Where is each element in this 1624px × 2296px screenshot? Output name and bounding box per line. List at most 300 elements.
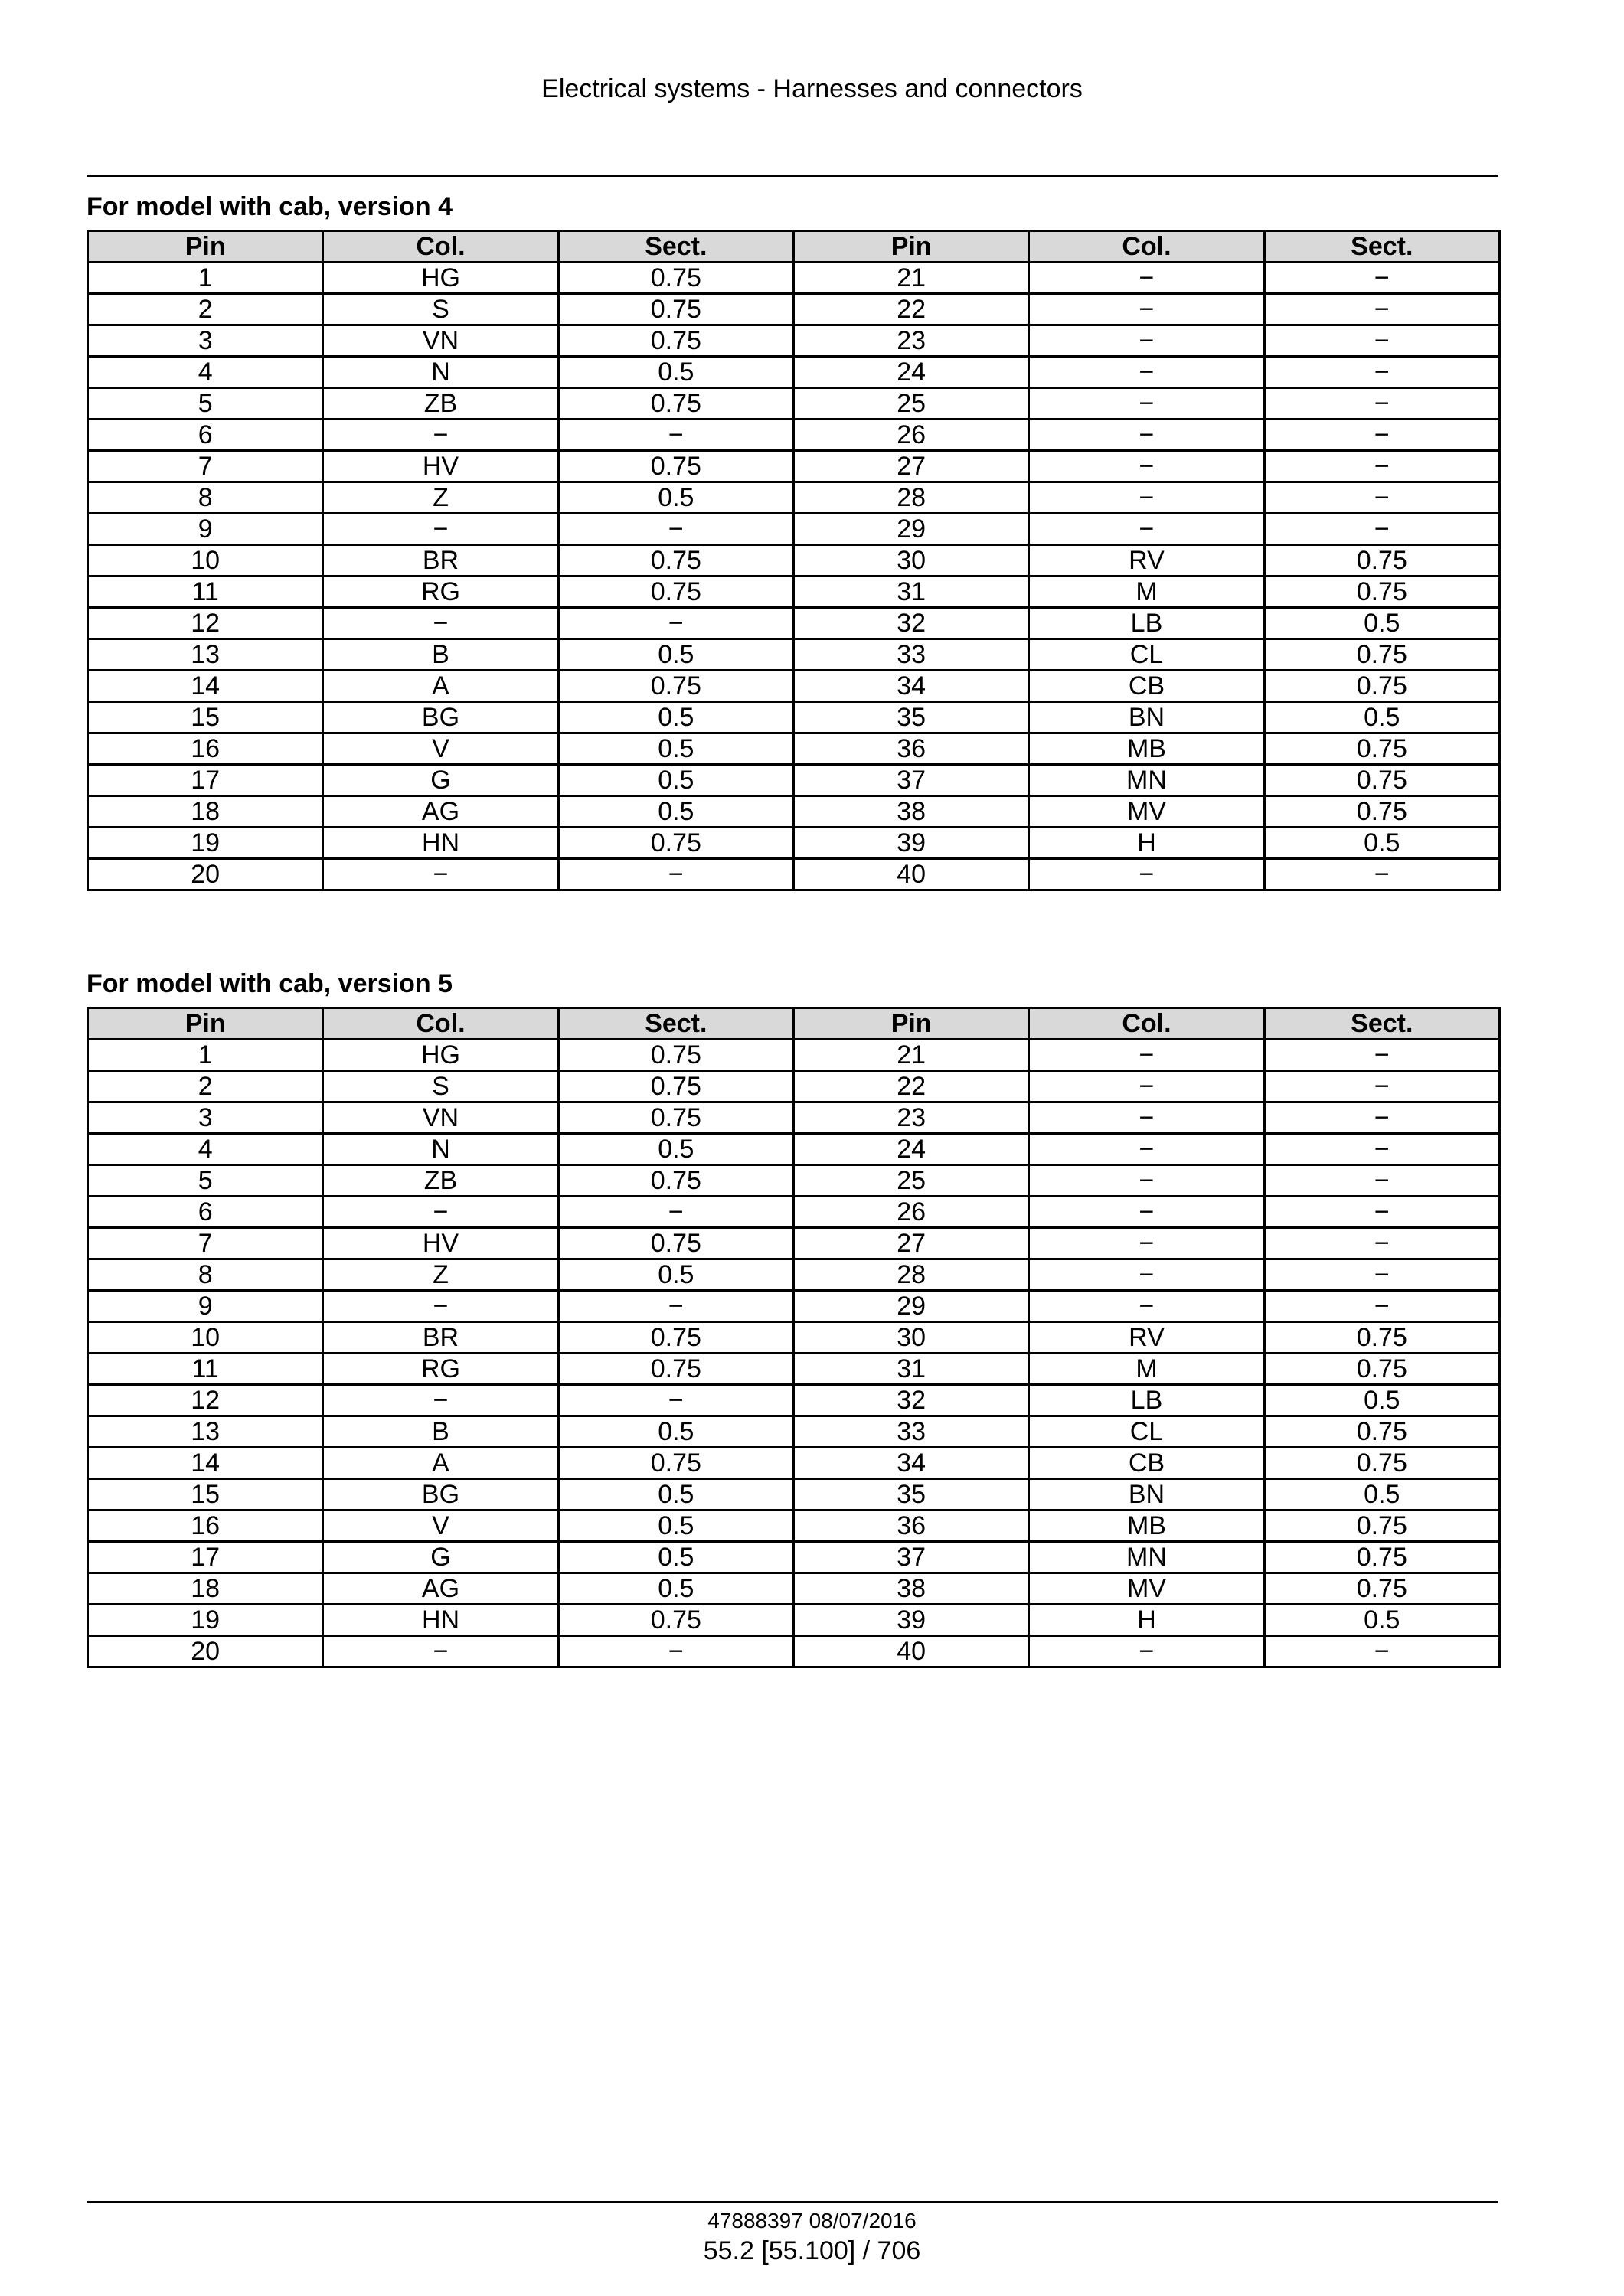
pin-cell: 27 [793, 1228, 1028, 1259]
pin-cell: 23 [793, 1102, 1028, 1134]
table-row [88, 796, 1500, 828]
color-cell: AG [323, 796, 558, 828]
table-row [88, 1542, 1500, 1573]
column-header-sect: Sect. [1264, 231, 1499, 263]
color-cell: N [323, 1134, 558, 1165]
color-cell: CB [1029, 671, 1264, 702]
section-title: For model with cab, version 4 [87, 192, 453, 221]
section-cell: − [1264, 420, 1499, 451]
color-cell: CL [1029, 1416, 1264, 1448]
color-cell: M [1029, 1354, 1264, 1385]
pin-cell: 37 [793, 765, 1028, 796]
color-cell: N [323, 357, 558, 388]
section-cell: 0.75 [558, 1102, 793, 1134]
section-cell: 0.75 [1264, 765, 1499, 796]
section-cell: − [1264, 1165, 1499, 1197]
pin-cell: 10 [88, 545, 323, 576]
table-row [88, 482, 1500, 514]
section-cell: 0.75 [558, 1448, 793, 1479]
section-cell: 0.5 [558, 1573, 793, 1605]
column-header-sect: Sect. [1264, 1008, 1499, 1040]
pin-table [87, 230, 1501, 891]
color-cell: − [1029, 357, 1264, 388]
section-cell: 0.75 [558, 1071, 793, 1102]
color-cell: − [323, 1385, 558, 1416]
section-cell: 0.5 [1264, 1479, 1499, 1511]
pin-cell: 25 [793, 1165, 1028, 1197]
section-cell: 0.75 [558, 1605, 793, 1636]
pin-cell: 39 [793, 828, 1028, 859]
table-row [88, 1102, 1500, 1134]
column-header-sect: Sect. [558, 1008, 793, 1040]
section-cell: 0.75 [558, 325, 793, 357]
table-row [88, 357, 1500, 388]
table-row [88, 1134, 1500, 1165]
section-cell: − [558, 420, 793, 451]
pin-cell: 34 [793, 1448, 1028, 1479]
header-divider [87, 175, 1498, 177]
color-cell: HG [323, 263, 558, 294]
section-cell: − [1264, 388, 1499, 420]
section-cell: 0.5 [558, 1259, 793, 1291]
column-header-pin: Pin [793, 231, 1028, 263]
section-cell: 0.75 [558, 1228, 793, 1259]
section-cell: − [1264, 1071, 1499, 1102]
color-cell: − [1029, 1291, 1264, 1322]
color-cell: MV [1029, 796, 1264, 828]
color-cell: S [323, 1071, 558, 1102]
section-cell: 0.5 [558, 639, 793, 671]
section-cell: 0.75 [1264, 671, 1499, 702]
pin-cell: 39 [793, 1605, 1028, 1636]
color-cell: VN [323, 325, 558, 357]
pin-cell: 32 [793, 608, 1028, 639]
section-cell: − [558, 1291, 793, 1322]
pin-cell: 10 [88, 1322, 323, 1354]
color-cell: − [1029, 514, 1264, 545]
table-row [88, 545, 1500, 576]
color-cell: − [323, 420, 558, 451]
color-cell: BR [323, 545, 558, 576]
column-header-sect: Sect. [558, 231, 793, 263]
pin-cell: 11 [88, 1354, 323, 1385]
section-cell: 0.75 [1264, 1511, 1499, 1542]
section-cell: 0.75 [1264, 1416, 1499, 1448]
column-header-pin: Pin [88, 231, 323, 263]
pin-cell: 35 [793, 702, 1028, 733]
color-cell: B [323, 1416, 558, 1448]
color-cell: − [1029, 1040, 1264, 1071]
pin-cell: 40 [793, 859, 1028, 890]
pin-cell: 32 [793, 1385, 1028, 1416]
pin-cell: 5 [88, 1165, 323, 1197]
pin-cell: 8 [88, 1259, 323, 1291]
table-row [88, 1040, 1500, 1071]
pin-cell: 15 [88, 702, 323, 733]
pin-cell: 16 [88, 1511, 323, 1542]
color-cell: − [1029, 1071, 1264, 1102]
table-row [88, 765, 1500, 796]
pin-cell: 17 [88, 765, 323, 796]
section-cell: 0.75 [1264, 1322, 1499, 1354]
section-cell: 0.5 [558, 1416, 793, 1448]
color-cell: − [1029, 420, 1264, 451]
table-row [88, 608, 1500, 639]
color-cell: HV [323, 451, 558, 482]
pin-cell: 28 [793, 482, 1028, 514]
section-cell: − [1264, 1134, 1499, 1165]
section-cell: 0.5 [558, 1134, 793, 1165]
section-cell: − [558, 859, 793, 890]
table-row [88, 671, 1500, 702]
color-cell: ZB [323, 1165, 558, 1197]
pin-cell: 1 [88, 1040, 323, 1071]
table-row [88, 1259, 1500, 1291]
table-row [88, 294, 1500, 325]
section-cell: 0.5 [558, 765, 793, 796]
color-cell: H [1029, 1605, 1264, 1636]
table-row [88, 451, 1500, 482]
pin-cell: 18 [88, 1573, 323, 1605]
pin-cell: 38 [793, 796, 1028, 828]
table-row [88, 1605, 1500, 1636]
pin-cell: 34 [793, 671, 1028, 702]
pin-cell: 31 [793, 1354, 1028, 1385]
color-cell: Z [323, 1259, 558, 1291]
pin-cell: 6 [88, 420, 323, 451]
pin-cell: 5 [88, 388, 323, 420]
pin-cell: 24 [793, 357, 1028, 388]
color-cell: LB [1029, 608, 1264, 639]
pin-cell: 33 [793, 639, 1028, 671]
color-cell: V [323, 1511, 558, 1542]
pin-cell: 19 [88, 1605, 323, 1636]
color-cell: BG [323, 702, 558, 733]
column-header-col: Col. [323, 1008, 558, 1040]
pin-cell: 12 [88, 608, 323, 639]
section-cell: 0.75 [558, 1040, 793, 1071]
pin-cell: 26 [793, 1197, 1028, 1228]
color-cell: M [1029, 576, 1264, 608]
table-row [88, 263, 1500, 294]
pin-cell: 21 [793, 1040, 1028, 1071]
pin-cell: 18 [88, 796, 323, 828]
pin-cell: 22 [793, 294, 1028, 325]
section-cell: − [558, 1636, 793, 1667]
color-cell: − [1029, 1134, 1264, 1165]
table-row [88, 639, 1500, 671]
section-cell: 0.75 [1264, 545, 1499, 576]
color-cell: V [323, 733, 558, 765]
section-cell: 0.5 [1264, 608, 1499, 639]
column-header-pin: Pin [88, 1008, 323, 1040]
color-cell: ZB [323, 388, 558, 420]
pin-cell: 19 [88, 828, 323, 859]
pin-cell: 30 [793, 1322, 1028, 1354]
pin-cell: 20 [88, 1636, 323, 1667]
pin-cell: 29 [793, 514, 1028, 545]
color-cell: RV [1029, 545, 1264, 576]
column-header-pin: Pin [793, 1008, 1028, 1040]
color-cell: BR [323, 1322, 558, 1354]
pin-cell: 36 [793, 733, 1028, 765]
section-cell: 0.75 [558, 545, 793, 576]
section-cell: 0.75 [1264, 1542, 1499, 1573]
pin-cell: 14 [88, 671, 323, 702]
section-cell: 0.75 [558, 1165, 793, 1197]
color-cell: MV [1029, 1573, 1264, 1605]
section-cell: 0.5 [558, 702, 793, 733]
section-cell: − [1264, 1291, 1499, 1322]
section-cell: − [1264, 1102, 1499, 1134]
section-cell: 0.5 [558, 1542, 793, 1573]
pin-cell: 7 [88, 1228, 323, 1259]
section-cell: − [1264, 263, 1499, 294]
table-body [88, 263, 1500, 890]
table-row [88, 1479, 1500, 1511]
column-header-col: Col. [1029, 1008, 1264, 1040]
section-cell: 0.75 [1264, 1448, 1499, 1479]
section-cell: 0.5 [558, 733, 793, 765]
pin-cell: 12 [88, 1385, 323, 1416]
section-cell: − [558, 1385, 793, 1416]
table-row [88, 1354, 1500, 1385]
color-cell: HN [323, 1605, 558, 1636]
section-cell: 0.75 [1264, 639, 1499, 671]
pin-cell: 30 [793, 545, 1028, 576]
page-header-title: Electrical systems - Harnesses and connectors [541, 74, 1083, 103]
section-cell: 0.75 [558, 388, 793, 420]
table-row [88, 576, 1500, 608]
pin-cell: 29 [793, 1291, 1028, 1322]
table-row [88, 1416, 1500, 1448]
pin-cell: 16 [88, 733, 323, 765]
color-cell: S [323, 294, 558, 325]
color-cell: MN [1029, 765, 1264, 796]
table-row [88, 388, 1500, 420]
section-cell: 0.75 [1264, 1573, 1499, 1605]
pin-cell: 26 [793, 420, 1028, 451]
table-row [88, 1071, 1500, 1102]
section-cell: 0.75 [1264, 796, 1499, 828]
section-cell: 0.5 [1264, 828, 1499, 859]
pin-cell: 8 [88, 482, 323, 514]
pin-cell: 28 [793, 1259, 1028, 1291]
color-cell: G [323, 1542, 558, 1573]
color-cell: LB [1029, 1385, 1264, 1416]
column-header-col: Col. [323, 231, 558, 263]
color-cell: HG [323, 1040, 558, 1071]
table-row [88, 514, 1500, 545]
color-cell: − [323, 608, 558, 639]
pin-cell: 13 [88, 1416, 323, 1448]
section-cell: 0.75 [1264, 1354, 1499, 1385]
table-row [88, 1448, 1500, 1479]
section-cell: − [1264, 451, 1499, 482]
table-row [88, 702, 1500, 733]
table-body [88, 1040, 1500, 1667]
color-cell: − [1029, 482, 1264, 514]
color-cell: − [323, 1636, 558, 1667]
section-cell: − [1264, 1197, 1499, 1228]
pin-cell: 4 [88, 1134, 323, 1165]
section-cell: − [1264, 482, 1499, 514]
section-cell: 0.75 [558, 263, 793, 294]
pin-cell: 2 [88, 294, 323, 325]
section-cell: 0.75 [558, 828, 793, 859]
table-row [88, 1385, 1500, 1416]
color-cell: MB [1029, 1511, 1264, 1542]
color-cell: H [1029, 828, 1264, 859]
color-cell: − [1029, 859, 1264, 890]
color-cell: BG [323, 1479, 558, 1511]
pin-cell: 33 [793, 1416, 1028, 1448]
color-cell: HN [323, 828, 558, 859]
color-cell: − [1029, 1636, 1264, 1667]
section-cell: − [1264, 1228, 1499, 1259]
table-row [88, 733, 1500, 765]
pin-cell: 25 [793, 388, 1028, 420]
section-cell: 0.5 [1264, 1605, 1499, 1636]
color-cell: − [323, 514, 558, 545]
pin-cell: 11 [88, 576, 323, 608]
color-cell: G [323, 765, 558, 796]
pin-cell: 23 [793, 325, 1028, 357]
color-cell: Z [323, 482, 558, 514]
section-cell: 0.5 [1264, 702, 1499, 733]
color-cell: − [1029, 294, 1264, 325]
pin-cell: 6 [88, 1197, 323, 1228]
color-cell: RG [323, 576, 558, 608]
table-row [88, 1165, 1500, 1197]
section-cell: 0.5 [558, 357, 793, 388]
page-reference: 55.2 [55.100] / 706 [703, 2236, 921, 2265]
section-cell: 0.75 [558, 451, 793, 482]
section-cell: − [1264, 357, 1499, 388]
section-cell: − [558, 608, 793, 639]
section-title: For model with cab, version 5 [87, 969, 453, 998]
section-cell: 0.75 [558, 671, 793, 702]
color-cell: − [1029, 325, 1264, 357]
color-cell: − [1029, 451, 1264, 482]
color-cell: BN [1029, 1479, 1264, 1511]
table-row [88, 1197, 1500, 1228]
pin-cell: 36 [793, 1511, 1028, 1542]
section-cell: − [1264, 859, 1499, 890]
section-cell: 0.5 [558, 1511, 793, 1542]
pin-cell: 24 [793, 1134, 1028, 1165]
color-cell: − [1029, 1228, 1264, 1259]
color-cell: BN [1029, 702, 1264, 733]
pin-cell: 3 [88, 325, 323, 357]
table-row [88, 1322, 1500, 1354]
table-row [88, 420, 1500, 451]
section-cell: − [1264, 294, 1499, 325]
column-header-col: Col. [1029, 231, 1264, 263]
table-row [88, 859, 1500, 890]
pin-cell: 3 [88, 1102, 323, 1134]
section-cell: 0.5 [558, 796, 793, 828]
color-cell: AG [323, 1573, 558, 1605]
section-cell: 0.75 [558, 1322, 793, 1354]
pin-cell: 9 [88, 514, 323, 545]
section-cell: − [1264, 325, 1499, 357]
section-cell: − [1264, 514, 1499, 545]
table-row [88, 325, 1500, 357]
color-cell: MB [1029, 733, 1264, 765]
pin-cell: 15 [88, 1479, 323, 1511]
color-cell: CL [1029, 639, 1264, 671]
table-section-version-4 [87, 191, 1498, 891]
color-cell: CB [1029, 1448, 1264, 1479]
table-header-row [88, 231, 1500, 263]
section-cell: − [558, 1197, 793, 1228]
pin-table [87, 1007, 1501, 1668]
table-row [88, 1511, 1500, 1542]
pin-cell: 38 [793, 1573, 1028, 1605]
color-cell: RV [1029, 1322, 1264, 1354]
color-cell: MN [1029, 1542, 1264, 1573]
pin-cell: 14 [88, 1448, 323, 1479]
pin-cell: 40 [793, 1636, 1028, 1667]
pin-cell: 4 [88, 357, 323, 388]
color-cell: − [1029, 1197, 1264, 1228]
color-cell: − [1029, 263, 1264, 294]
footer-divider [87, 2201, 1498, 2203]
table-row [88, 1636, 1500, 1667]
section-cell: − [1264, 1259, 1499, 1291]
pin-cell: 35 [793, 1479, 1028, 1511]
pin-cell: 13 [88, 639, 323, 671]
pin-cell: 37 [793, 1542, 1028, 1573]
section-cell: − [558, 514, 793, 545]
section-cell: 0.75 [558, 1354, 793, 1385]
pin-cell: 21 [793, 263, 1028, 294]
section-cell: 0.5 [1264, 1385, 1499, 1416]
color-cell: HV [323, 1228, 558, 1259]
color-cell: − [1029, 388, 1264, 420]
color-cell: RG [323, 1354, 558, 1385]
color-cell: A [323, 671, 558, 702]
color-cell: − [1029, 1102, 1264, 1134]
pin-cell: 9 [88, 1291, 323, 1322]
pin-cell: 27 [793, 451, 1028, 482]
color-cell: − [323, 1197, 558, 1228]
color-cell: VN [323, 1102, 558, 1134]
table-header-row [88, 1008, 1500, 1040]
color-cell: B [323, 639, 558, 671]
pin-cell: 17 [88, 1542, 323, 1573]
table-section-version-5 [87, 968, 1498, 1668]
section-cell: 0.5 [558, 1479, 793, 1511]
pin-cell: 20 [88, 859, 323, 890]
section-cell: 0.75 [558, 294, 793, 325]
color-cell: − [323, 1291, 558, 1322]
section-cell: 0.75 [1264, 733, 1499, 765]
color-cell: − [323, 859, 558, 890]
section-cell: 0.75 [558, 576, 793, 608]
document-code: 47888397 08/07/2016 [707, 2209, 917, 2232]
table-row [88, 1228, 1500, 1259]
section-cell: − [1264, 1040, 1499, 1071]
color-cell: − [1029, 1165, 1264, 1197]
pin-cell: 31 [793, 576, 1028, 608]
table-row [88, 1291, 1500, 1322]
section-cell: 0.5 [558, 482, 793, 514]
pin-cell: 2 [88, 1071, 323, 1102]
color-cell: − [1029, 1259, 1264, 1291]
pin-cell: 22 [793, 1071, 1028, 1102]
